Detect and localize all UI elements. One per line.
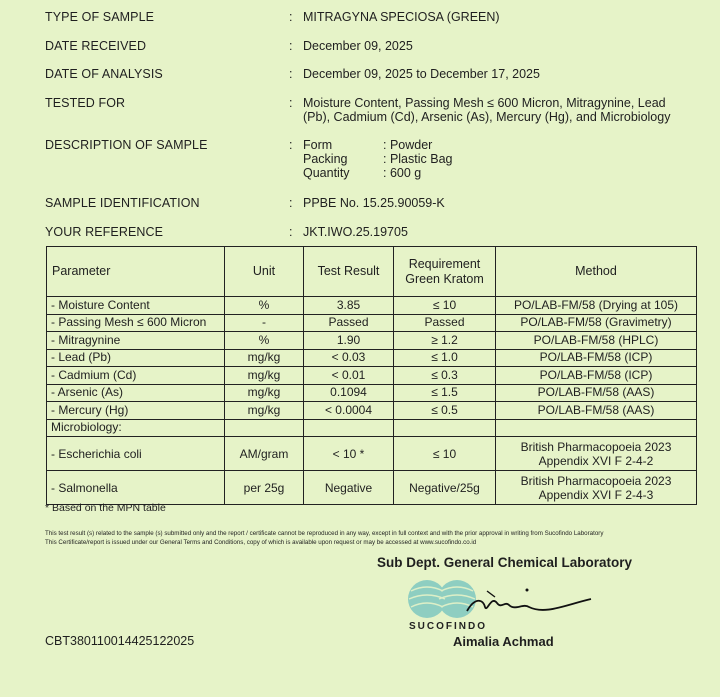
row-parameter: - Cadmium (Cd) (47, 367, 225, 385)
signer-name: Aimalia Achmad (453, 634, 554, 649)
company-name: SUCOFINDO (409, 621, 487, 632)
table-row (47, 367, 697, 385)
row-result: 1.90 (304, 332, 394, 350)
row-method: PO/LAB-FM/58 (AAS) (496, 384, 697, 402)
row-method-line1: British Pharmacopoeia 2023 (520, 439, 672, 454)
row-method: PO/LAB-FM/58 (AAS) (496, 402, 697, 420)
row-unit: - (225, 314, 304, 332)
footnote: * Based on the MPN table (45, 502, 166, 514)
row-parameter: - Lead (Pb) (47, 349, 225, 367)
tested-label: TESTED FOR (45, 96, 126, 110)
description-grid (303, 138, 693, 180)
form-value: : Powder (383, 138, 433, 152)
row-method (496, 471, 697, 505)
header-parameter: Parameter (47, 247, 225, 297)
description-colon: : (289, 138, 293, 152)
row-unit: % (225, 332, 304, 350)
quantity-value: : 600 g (383, 166, 422, 180)
analysis-colon: : (289, 67, 293, 81)
identification-value: PPBE No. 15.25.90059-K (303, 196, 445, 210)
disclaimer-line1: This test result (s) related to the sample (s) submitted only and the report / certificate cannot be reproduced in any way, except in full context and with the prior approval in writing from Sucofindo Laboratory (45, 530, 604, 537)
tested-value: Moisture Content, Passing Mesh ≤ 600 Micron, Mitragynine, Lead (Pb), Cadmium (Cd), Arsenic (As), Mercury (Hg), and Microbiology (303, 96, 671, 124)
row-requirement: ≤ 1.5 (394, 384, 496, 402)
table-row (47, 297, 697, 315)
row-parameter: - Escherichia coli (47, 437, 225, 471)
analysis-label: DATE OF ANALYSIS (45, 67, 163, 81)
row-method: PO/LAB-FM/58 (Gravimetry) (496, 314, 697, 332)
type-colon: : (289, 10, 293, 24)
header-unit: Unit (225, 247, 304, 297)
reference-colon: : (289, 225, 293, 239)
disclaimer-line2: This Certificate/report is issued under our General Terms and Conditions, copy of which is available upon request or may be accessed at www.sucofindo.co.id (45, 538, 477, 546)
type-label: TYPE OF SAMPLE (45, 10, 155, 24)
quantity-label: Quantity (303, 166, 350, 180)
microbiology-section-row (47, 419, 697, 437)
row-result: < 10 * (304, 437, 394, 471)
row-unit: mg/kg (225, 402, 304, 420)
microbiology-label: Microbiology: (47, 419, 225, 437)
header-requirement-line2: Green Kratom (405, 271, 484, 286)
table-row (47, 384, 697, 402)
row-result: < 0.01 (304, 367, 394, 385)
row-requirement: ≥ 1.2 (394, 332, 496, 350)
type-value: MITRAGYNA SPECIOSA (GREEN) (303, 10, 500, 24)
row-method-line2: Appendix XVI F 2-4-3 (538, 487, 654, 502)
header-method: Method (496, 247, 697, 297)
row-unit: AM/gram (225, 437, 304, 471)
row-parameter: - Moisture Content (47, 297, 225, 315)
row-result: Passed (304, 314, 394, 332)
table-row (47, 332, 697, 350)
received-colon: : (289, 39, 293, 53)
row-parameter: - Salmonella (47, 471, 225, 505)
received-label: DATE RECEIVED (45, 39, 147, 53)
row-method: PO/LAB-FM/58 (HPLC) (496, 332, 697, 350)
row-result: 3.85 (304, 297, 394, 315)
row-parameter: - Passing Mesh ≤ 600 Micron (47, 314, 225, 332)
table-row (47, 402, 697, 420)
row-unit: mg/kg (225, 384, 304, 402)
row-result: 0.1094 (304, 384, 394, 402)
row-method (496, 437, 697, 471)
table-row (47, 437, 697, 471)
row-parameter: - Mercury (Hg) (47, 402, 225, 420)
signature-icon (467, 599, 591, 611)
certificate-number: CBT380110014425122025 (45, 634, 195, 648)
form-label: Form (303, 138, 333, 152)
row-method-line2: Appendix XVI F 2-4-2 (538, 453, 654, 468)
stamp-and-signature (405, 577, 605, 627)
row-unit: mg/kg (225, 349, 304, 367)
row-requirement: ≤ 1.0 (394, 349, 496, 367)
sucofindo-logo-icon (405, 577, 605, 627)
reference-label: YOUR REFERENCE (45, 225, 164, 239)
table-row (47, 349, 697, 367)
row-method-line1: British Pharmacopoeia 2023 (520, 473, 672, 488)
row-method: PO/LAB-FM/58 (ICP) (496, 349, 697, 367)
tested-colon: : (289, 96, 293, 110)
header-result: Test Result (304, 247, 394, 297)
packing-value: : Plastic Bag (383, 152, 453, 166)
row-requirement: Passed (394, 314, 496, 332)
row-result: Negative (304, 471, 394, 505)
table-row (47, 471, 697, 505)
row-requirement: ≤ 10 (394, 437, 496, 471)
identification-label: SAMPLE IDENTIFICATION (45, 196, 200, 210)
row-method: PO/LAB-FM/58 (ICP) (496, 367, 697, 385)
reference-value: JKT.IWO.25.19705 (303, 225, 408, 239)
row-requirement: ≤ 10 (394, 297, 496, 315)
row-requirement: ≤ 0.3 (394, 367, 496, 385)
row-requirement: Negative/25g (394, 471, 496, 505)
description-label: DESCRIPTION OF SAMPLE (45, 138, 208, 152)
row-parameter: - Arsenic (As) (47, 384, 225, 402)
table-header-row (47, 247, 697, 297)
table-row (47, 314, 697, 332)
lab-name: Sub Dept. General Chemical Laboratory (377, 555, 633, 570)
row-method: PO/LAB-FM/58 (Drying at 105) (496, 297, 697, 315)
packing-label: Packing (303, 152, 348, 166)
row-unit: per 25g (225, 471, 304, 505)
received-value: December 09, 2025 (303, 39, 413, 53)
identification-colon: : (289, 196, 293, 210)
header-requirement-line1: Requirement (408, 256, 481, 271)
header-requirement (394, 247, 496, 297)
row-result: < 0.03 (304, 349, 394, 367)
row-requirement: ≤ 0.5 (394, 402, 496, 420)
row-parameter: - Mitragynine (47, 332, 225, 350)
disclaimer (45, 530, 685, 547)
row-unit: % (225, 297, 304, 315)
row-result: < 0.0004 (304, 402, 394, 420)
results-table (46, 246, 697, 505)
analysis-value: December 09, 2025 to December 17, 2025 (303, 67, 540, 81)
row-unit: mg/kg (225, 367, 304, 385)
